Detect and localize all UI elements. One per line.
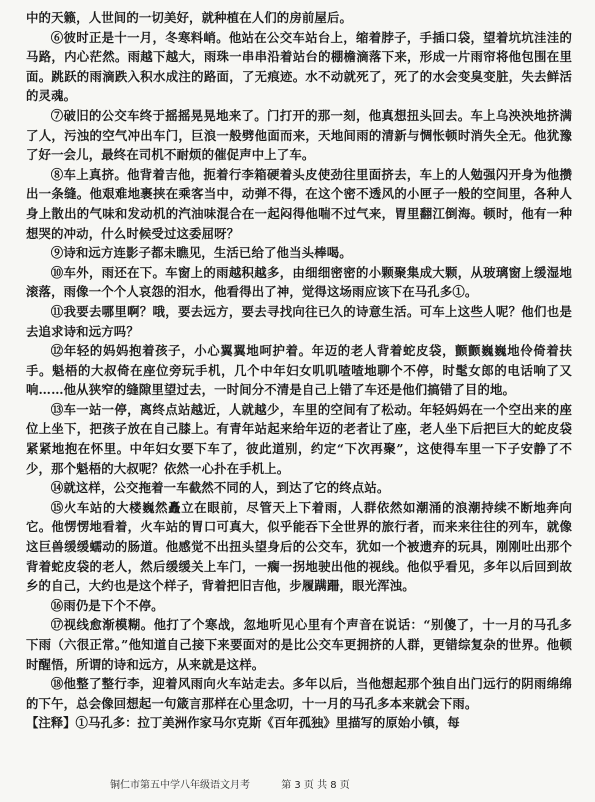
paragraph-16: ⑯雨仍是下个不停。 — [50, 597, 164, 613]
paragraph-6: ⑥彼时正是十一月，冬寒料峭。他站在公交车站台上，缩着脖子，手插口袋，望着坑坑洼洼的马路，内心茫然。雨越下越大，雨珠一串串沿着站台的棚檐滴落下来，形成一片雨帘将他包围在里面。跳跃的雨滴跌入积水成注的路面，了无痕迹。水不动就死了，死了的水会变臭变脏，失去鲜活的灵魂。 — [26, 29, 572, 104]
paragraph-11: ⑪我要去哪里啊？哦，要去远方，要去寻找向往已久的诗意生活。可车上这些人呢？他们也是去追求诗和远方吗？ — [26, 303, 572, 339]
document-page — [26, 8, 572, 733]
paragraph-15: ⑮火车站的大楼巍然矗立在眼前，尽管天上下着雨，人群依然如潮涌的浪潮持续不断地奔向它。他愣愣地看着，火车站的胃口可真大，似乎能吞下全世界的旅行者，而来来往往的列车，就像这巨兽缓缓蠕动的肠道。他感觉不出扭头望身后的公交车，犹如一个被遗弃的玩具，刚刚吐出那个背着蛇皮袋的老人，然后缓缓关上车门，一瘸一拐地驶出他的视线。他似乎看见，多年以后回到故乡的自己，大约也是这个样子，背着把旧吉他，步履蹒跚，眼光浑浊。 — [26, 499, 572, 594]
paragraph-intro: 中的天籁，人世间的一切美好，就种植在人们的房前屋后。 — [26, 10, 353, 25]
paragraph-10: ⑩车外，雨还在下。车窗上的雨越积越多，由细细密密的小颗聚集成大颗，从玻璃窗上缓湿地滚落，雨像一个个人哀怨的泪水，他看得出了神，觉得这场雨应该下在马孔多①。 — [26, 264, 572, 300]
paragraph-18: ⑱他整了整行李，迎着风雨向火车站走去。多年以后，当他想起那个独自出门远行的阴雨绵绵的下午，总会像回想起一句箴言那样在心里念叨，十一月的马孔多本来就会下雨。 — [26, 676, 572, 711]
paragraph-17: ⑰视线愈渐模糊。他打了个寒战，忽地听见心里有个声音在说话：“别傻了，十一月的马孔多下雨（六很正常。”他知道自己接下来要面对的是比公交车更拥挤的人群，更错综复杂的世界。他顿时醒悟，所谓的诗和远方，从来就是这样。 — [26, 617, 572, 672]
paragraph-7: ⑦破旧的公交车终于摇摇晃晃地来了。门打开的那一刻，他真想扭头回去。车上乌泱泱地挤满了人，污浊的空气冲出车门，巨浪一般劈他面而来，天地间雨的清新与惆怅顿时消失全无。他犹豫了好一会儿，最终在司机不耐烦的催促声中上了车。 — [26, 107, 572, 163]
page-footer — [110, 776, 378, 791]
paragraph-9: ⑨诗和远方连影子都未瞧见，生活已给了他当头棒喝。 — [50, 245, 352, 261]
paragraph-14: ⑭就这样，公交拖着一车截然不同的人，到达了它的终点站。 — [50, 480, 390, 496]
annotation-note: 【注释】①马孔多：拉丁美洲作家马尔克斯《百年孤独》里描写的原始小镇，每 — [26, 715, 460, 731]
footer-school: 铜仁市第五中学八年级语文月考 — [110, 780, 250, 791]
paragraph-12: ⑫年轻的妈妈抱着孩子，小心翼翼地呵护着。年迈的老人背着蛇皮袋，颤颤巍巍地伶倚着扶手。魁梧的大叔倚在座位旁玩手机，几个中年妇女叽叽喳喳地聊个不停，时髦女郎的电话响了又响……他从狭窄的缝隙里望过去，一时间分不清是自己上错了车还是他们搞错了目的地。 — [26, 343, 572, 398]
footer-page-number: 第 3 页 共 8 页 — [281, 780, 350, 791]
paragraph-8: ⑧车上真挤。他背着吉他，扼着行李箱硬着头皮使劲往里面挤去，车上的人勉强闪开身为他攒出一条缝。他艰难地裹挟在乘客当中，动弹不得，在这个密不透风的小匣子一般的空间里，各种人身上散出的气味和发动机的汽油味混合在一起闷得他喘不过气来，胃里翻江倒海。顿时，他有一种想哭的冲动，什么时候受过这委屈呀？ — [26, 166, 572, 241]
paragraph-13: ⑬车一站一停，离终点站越近，人就越少，车里的空间有了松动。年轻妈妈在一个空出来的座位上坐下，把孩子放在自己膝上。有青年站起来给年迈的老者让了座，老人坐下后把巨大的蛇皮袋紧紧地抱在怀里。中年妇女要下车了，彼此道别，约定“下次再聚”，这使得车里一下子安静了不少，那个魁梧的大叔呢？依然一心扑在手机上。 — [26, 401, 572, 476]
